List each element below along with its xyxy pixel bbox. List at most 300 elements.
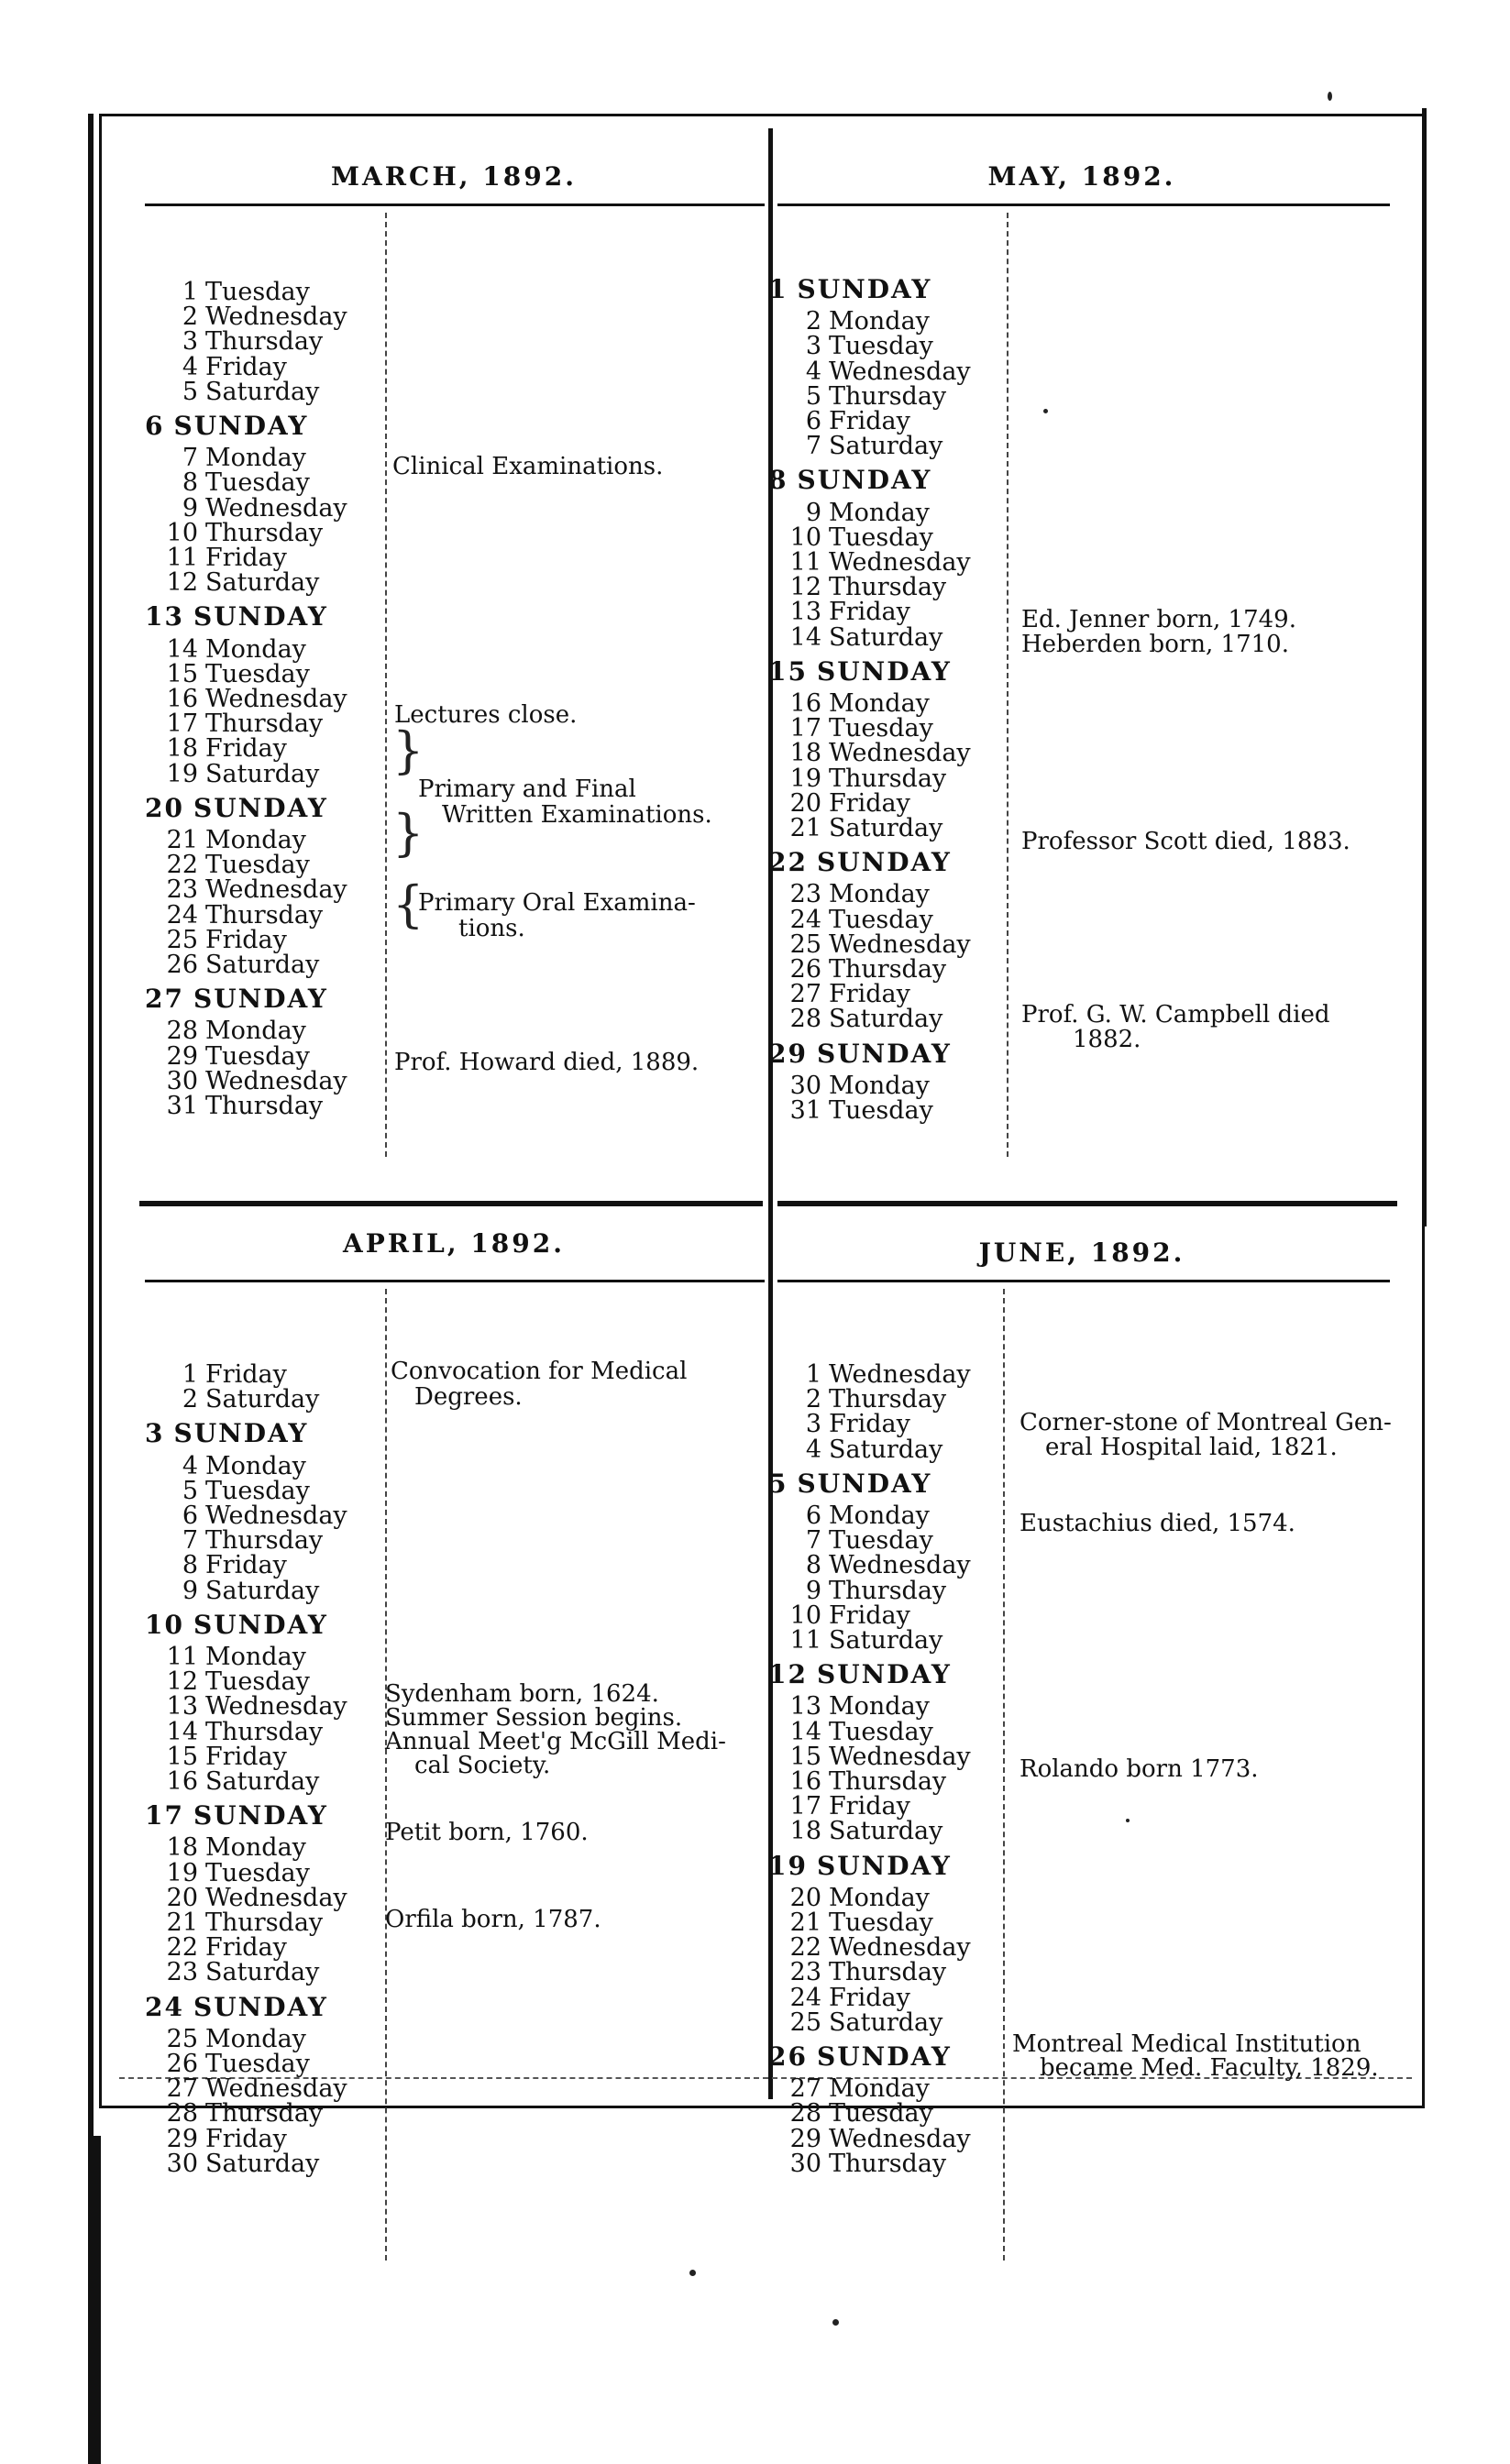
speck [1126,1819,1130,1822]
day-row [788,500,930,525]
day-row [165,710,324,739]
day-number: 20 [145,792,184,823]
day-row [165,468,310,498]
day-name: Tuesday [829,1096,933,1125]
day-row [165,1362,287,1387]
day-row [788,550,971,575]
day-name: Monday [205,1451,306,1480]
day-row [788,1437,942,1462]
day-number: 22 [166,1933,198,1963]
note: tions. [458,915,525,942]
day-name: Wednesday [205,2074,347,2104]
day-name: SUNDAY [816,1850,952,1881]
right-edge [1422,108,1427,1226]
day-name: Tuesday [205,1667,310,1697]
day-name: Tuesday [205,2050,310,2078]
day-row [788,1005,943,1034]
day-row [788,882,930,907]
day-name: Monday [205,1833,306,1863]
day-name: Thursday [205,1908,324,1937]
day-number: 1 [182,1360,198,1389]
day-row [788,1794,910,1819]
day-name: Tuesday [829,2099,933,2128]
day-row [165,1717,324,1746]
day-number: 13 [145,601,184,632]
day-name: Thursday [205,327,324,357]
speck [1328,92,1332,101]
day-number: 8 [805,1551,821,1580]
day-row [165,1476,310,1505]
may-notes-divider [1007,213,1009,1157]
day-number: 3 [805,1410,821,1439]
day-row [165,2101,323,2126]
day-number: 16 [789,689,821,718]
day-number: 18 [166,1833,198,1863]
day-name: Wednesday [205,1066,347,1095]
day-name: Tuesday [205,659,310,688]
day-row [165,1451,306,1480]
day-number: 16 [166,1767,198,1796]
day-number: 26 [166,2050,198,2078]
day-number: 23 [166,875,198,905]
note: Summer Session begins. [385,1704,683,1732]
day-number: 26 [166,951,198,979]
day-number: 12 [166,568,198,598]
note: Primary Oral Examina- [418,889,696,917]
day-number: 9 [805,498,821,527]
day-row [165,1692,347,1722]
day-row [788,2151,946,2176]
day-row [165,352,287,381]
sunday-row [768,2041,952,2072]
day-name: Thursday [829,2149,947,2178]
day-row [165,925,287,954]
day-number: 17 [789,714,821,743]
day-number: 10 [789,522,821,552]
speck [1043,409,1048,413]
day-row [788,2010,942,2035]
day-row [788,1073,930,1098]
note: Montreal Medical Institution [1012,2030,1361,2058]
day-name: SUNDAY [193,601,328,632]
day-name: Saturday [205,1958,320,1987]
day-number: 17 [789,1792,821,1821]
month-title: MAY, 1892. [987,161,1176,192]
day-name: Wednesday [829,548,971,577]
day-row [165,1503,347,1528]
day-number: 8 [182,1551,198,1580]
day-row [788,1817,943,1846]
day-name: Saturday [829,1626,943,1655]
day-row [165,1910,323,1935]
day-name: SUNDAY [816,847,952,878]
day-number: 13 [789,598,821,627]
day-name: Friday [829,407,910,435]
sunday-row [145,411,309,441]
day-name: Saturday [205,377,320,406]
day-row [788,816,942,841]
day-number: 21 [166,1908,198,1937]
day-number: 20 [789,1883,821,1912]
day-name: Saturday [205,1767,320,1796]
note: Petit born, 1760. [385,1819,589,1846]
day-row [788,309,930,334]
day-row [165,493,347,522]
day-number: 4 [182,352,198,381]
day-name: Friday [205,1551,287,1580]
day-row [788,1578,946,1603]
day-number: 31 [166,1092,198,1120]
note: Written Examinations. [442,801,712,829]
day-name: Monday [829,880,930,909]
day-name: Friday [205,1933,287,1963]
day-row [788,522,933,552]
march-header-rule [145,204,765,206]
day-number: 27 [166,2074,198,2104]
day-row [165,1933,287,1963]
day-number: 16 [166,685,198,713]
sunday-row [145,1800,328,1832]
month-title: JUNE, 1892. [978,1238,1185,1268]
day-number: 1 [805,1360,821,1389]
day-name: SUNDAY [797,465,932,496]
day-number: 10 [145,1609,184,1640]
note: Prof. Howard died, 1889. [394,1049,700,1076]
day-name: Wednesday [205,685,347,713]
day-row [788,1769,946,1794]
day-name: Monday [829,1883,930,1912]
day-row [788,716,933,741]
day-name: Saturday [205,1576,320,1605]
day-number: 14 [166,634,198,664]
day-number: 30 [789,2149,821,2178]
sunday-row [768,274,932,304]
day-number: 23 [789,1958,821,1987]
day-number: 19 [166,759,198,788]
day-number: 14 [166,1717,198,1746]
day-row [165,444,306,473]
center-divider [768,128,773,2099]
day-name: Wednesday [205,493,347,522]
middle-rule-left [139,1201,763,1206]
day-number: 21 [789,814,821,842]
day-row [165,1578,319,1603]
day-name: Thursday [205,900,324,930]
day-row [788,1503,930,1528]
note: Annual Meet'g McGill Medi- [385,1728,726,1755]
day-name: Tuesday [829,522,933,552]
day-name: Monday [829,2074,930,2104]
note: cal Society. [414,1752,551,1779]
day-row [788,1717,933,1746]
note: Degrees. [414,1383,523,1411]
day-row [788,691,930,716]
sunday-row [145,792,328,823]
day-row [788,1410,910,1439]
sunday-row [768,465,932,496]
day-name: Thursday [829,1385,947,1414]
day-row [165,1883,347,1912]
day-number: 5 [768,1468,788,1499]
day-number: 28 [789,2099,821,2128]
day-number: 28 [789,1005,821,1034]
note: Ed. Jenner born, 1749. [1021,606,1296,633]
day-number: 25 [166,925,198,954]
day-row [788,381,947,411]
day-name: Wednesday [829,1933,971,1963]
day-name: SUNDAY [193,1800,328,1832]
note: Primary and Final [418,776,636,803]
note: Prof. G. W. Campbell died [1021,1001,1330,1028]
sunday-row [768,1659,952,1690]
day-name: Monday [205,1017,306,1046]
day-number: 10 [166,518,198,547]
day-number: 2 [805,307,821,336]
day-number: 24 [166,900,198,930]
note: Sydenham born, 1624. [385,1680,659,1708]
day-name: Wednesday [829,739,971,768]
day-number: 4 [805,357,821,386]
day-number: 7 [805,1526,821,1556]
day-name: Saturday [829,432,943,461]
day-row [165,1017,306,1046]
day-name: Tuesday [829,332,933,361]
day-name: SUNDAY [816,1038,952,1069]
note: 1882. [1073,1026,1141,1053]
day-name: Saturday [829,1005,943,1034]
day-name: Monday [205,2024,306,2053]
day-name: Saturday [205,1385,320,1414]
day-number: 5 [182,377,198,406]
day-number: 9 [805,1576,821,1605]
day-row [165,1094,323,1118]
day-name: SUNDAY [193,984,328,1015]
day-number: 3 [805,332,821,361]
day-number: 9 [182,493,198,522]
day-number: 23 [789,880,821,909]
day-row [165,1066,347,1095]
day-row [788,1692,930,1722]
day-name: Wednesday [205,302,347,332]
note: Heberden born, 1710. [1021,631,1289,658]
day-name: SUNDAY [193,1609,328,1640]
day-row [165,1858,310,1887]
day-number: 30 [166,1066,198,1095]
day-name: Monday [205,634,306,664]
day-number: 6 [805,407,821,435]
day-number: 26 [789,955,821,984]
day-row [788,575,946,600]
note: eral Hospital laid, 1821. [1045,1434,1338,1461]
day-name: Thursday [829,381,947,411]
day-number: 13 [166,1692,198,1722]
day-row [788,2074,930,2104]
note: became Med. Faculty, 1829. [1040,2054,1379,2082]
day-name: Wednesday [205,1502,347,1530]
day-row [788,1387,946,1412]
day-number: 29 [166,1041,198,1071]
day-name: Friday [205,925,287,954]
day-row [788,1883,930,1912]
day-name: Tuesday [205,851,310,880]
day-name: Wednesday [829,2124,971,2153]
day-number: 19 [789,764,821,793]
day-number: 21 [789,1908,821,1937]
day-row [165,759,320,788]
day-name: Friday [829,1983,910,2012]
day-number: 22 [789,1933,821,1963]
day-row [788,1628,942,1653]
month-title: APRIL, 1892. [342,1228,565,1259]
middle-rule-right [777,1201,1397,1206]
day-number: 16 [789,1767,821,1796]
day-name: Thursday [829,1958,947,1987]
day-number: 27 [789,980,821,1009]
day-row [165,900,324,930]
day-number: 21 [166,826,198,854]
day-name: SUNDAY [193,1991,328,2022]
day-name: Saturday [829,1435,943,1464]
day-number: 20 [166,1883,198,1912]
june-notes-divider [1003,1289,1005,2260]
day-name: Monday [205,826,306,854]
spine-shadow [88,114,94,2136]
day-number: 10 [789,1600,821,1630]
day-row [788,359,971,384]
day-row [165,280,310,304]
note: Corner-stone of Montreal Gen- [1020,1409,1392,1436]
day-number: 3 [182,327,198,357]
day-number: 17 [145,1800,184,1832]
day-row [788,932,971,957]
speck [832,2319,839,2326]
day-name: SUNDAY [816,2041,952,2072]
day-number: 8 [768,465,788,496]
brace-icon: } [392,804,424,862]
day-number: 29 [768,1038,808,1069]
day-row [788,1960,946,1985]
day-name: Thursday [829,1767,947,1796]
day-name: Thursday [829,764,947,793]
day-name: Monday [829,307,930,336]
day-name: Wednesday [205,875,347,905]
day-number: 27 [145,984,184,1015]
day-name: Thursday [205,710,324,739]
day-name: Friday [829,598,910,627]
day-name: Friday [205,544,287,572]
day-name: Friday [205,734,287,764]
day-number: 24 [145,1991,184,2022]
day-name: SUNDAY [816,655,952,687]
day-name: Friday [829,1792,910,1821]
day-number: 26 [768,2041,808,2072]
day-row [788,432,943,461]
day-name: Saturday [829,814,943,842]
day-number: 2 [805,1385,821,1414]
day-name: Wednesday [829,1360,971,1389]
day-number: 30 [166,2149,198,2178]
day-number: 7 [805,432,821,461]
day-number: 4 [805,1435,821,1464]
note: Orfila born, 1787. [385,1906,601,1933]
sunday-row [145,601,328,632]
day-name: Saturday [205,568,320,598]
day-name: Saturday [829,622,943,652]
day-number: 17 [166,710,198,739]
day-number: 5 [182,1476,198,1505]
day-name: SUNDAY [797,1468,932,1499]
day-row [165,518,324,547]
sunday-row [768,1850,952,1881]
day-name: Tuesday [205,278,310,306]
day-row [165,545,287,570]
day-row [165,2074,347,2104]
day-name: SUNDAY [173,411,309,441]
day-name: Tuesday [205,468,310,498]
day-number: 8 [182,468,198,498]
speck [689,2270,696,2276]
day-name: Saturday [829,2008,943,2037]
day-row [165,687,347,711]
day-number: 15 [166,1742,198,1771]
day-row [788,1553,971,1578]
month-title: MARCH, 1892. [331,161,577,192]
day-name: Wednesday [829,1742,971,1771]
day-name: Monday [829,1692,930,1722]
brace-icon: { [392,875,424,933]
day-name: Tuesday [829,1526,933,1556]
day-number: 7 [182,444,198,473]
day-row [165,1833,306,1863]
day-name: Friday [829,1600,910,1630]
day-name: Tuesday [829,1717,933,1746]
day-number: 14 [789,622,821,652]
day-number: 6 [805,1502,821,1530]
day-name: Tuesday [829,714,933,743]
day-name: SUNDAY [797,274,932,304]
day-row [788,905,933,934]
day-row [788,1098,933,1123]
day-name: Thursday [205,1092,324,1120]
day-row [788,980,910,1009]
day-number: 22 [768,847,808,878]
day-number: 1 [768,274,788,304]
day-name: Monday [205,444,306,473]
day-name: SUNDAY [193,792,328,823]
sunday-row [145,1418,309,1449]
sunday-row [145,1991,328,2022]
april-notes-divider [385,1289,387,2260]
day-number: 14 [789,1717,821,1746]
day-number: 9 [182,1576,198,1605]
day-row [788,598,910,627]
day-name: Tuesday [205,1476,310,1505]
spine-edge [88,2136,101,2464]
sunday-row [145,1609,328,1640]
day-row [788,1600,910,1630]
day-name: Thursday [205,518,324,547]
march-notes-divider [385,213,387,1157]
day-row [788,332,933,361]
day-row [165,377,320,406]
day-row [788,1983,910,2012]
note: Clinical Examinations. [392,453,664,480]
note: Lectures close. [394,701,578,729]
day-row [165,634,306,664]
day-row [165,2124,287,2153]
day-row [788,766,946,791]
note: Professor Scott died, 1883. [1021,828,1350,855]
